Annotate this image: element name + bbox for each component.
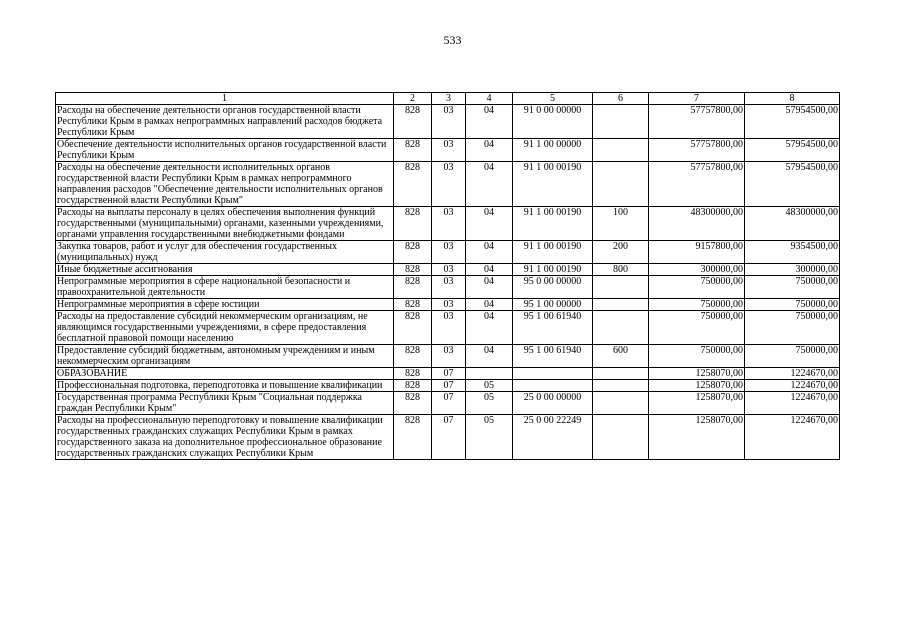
row-amount-1: 750000,00 [649, 276, 745, 299]
row-name: ОБРАЗОВАНИЕ [56, 368, 394, 380]
row-code-target: 95 0 00 00000 [513, 276, 593, 299]
row-code-target [513, 380, 593, 392]
row-code-ministry: 828 [394, 299, 432, 311]
row-amount-2: 300000,00 [745, 264, 840, 276]
row-code-ministry: 828 [394, 139, 432, 162]
row-code-ministry: 828 [394, 105, 432, 139]
row-code-target: 25 0 00 00000 [513, 392, 593, 415]
row-code-target: 95 1 00 00000 [513, 299, 593, 311]
row-code-expense-type [593, 105, 649, 139]
row-code-expense-type [593, 392, 649, 415]
table-row [56, 345, 840, 368]
row-amount-1: 1258070,00 [649, 368, 745, 380]
page-number: 533 [443, 33, 462, 47]
row-code-expense-type [593, 299, 649, 311]
row-code-section: 03 [432, 207, 466, 241]
row-name: Профессиональная подготовка, переподготовка и повышение квалификации [56, 380, 394, 392]
row-code-subsection: 04 [466, 264, 513, 276]
header-col-4: 4 [466, 93, 513, 105]
row-code-section: 07 [432, 392, 466, 415]
row-amount-1: 9157800,00 [649, 241, 745, 264]
row-code-subsection: 04 [466, 139, 513, 162]
row-code-section: 03 [432, 299, 466, 311]
row-code-target: 91 1 00 00190 [513, 207, 593, 241]
row-code-subsection [466, 368, 513, 380]
table-row [56, 299, 840, 311]
row-code-target [513, 368, 593, 380]
row-name: Предоставление субсидий бюджетным, автономным учреждениям и иным некоммерческим организациям [56, 345, 394, 368]
row-name: Закупка товаров, работ и услуг для обеспечения государственных (муниципальных) нужд [56, 241, 394, 264]
row-name: Расходы на обеспечение деятельности органов государственной власти Республики Крым в рамках непрограммных направлений расходов бюджета Республики Крым [56, 105, 394, 139]
row-code-ministry: 828 [394, 241, 432, 264]
row-name: Расходы на предоставление субсидий некоммерческим организациям, не являющимся государственными учреждениями, в сфере предоставления бесплатной правовой помощи населению [56, 311, 394, 345]
row-name: Расходы на профессиональную переподготовку и повышение квалификации государственных гражданских служащих Республики Крым в рамках государственного заказа на дополнительное профессиональное образование государственных гражданских служащих Республики Крым [56, 415, 394, 460]
header-col-3: 3 [432, 93, 466, 105]
row-code-subsection: 04 [466, 105, 513, 139]
row-code-ministry: 828 [394, 311, 432, 345]
row-amount-1: 300000,00 [649, 264, 745, 276]
row-amount-2: 57954500,00 [745, 139, 840, 162]
row-code-subsection: 04 [466, 207, 513, 241]
row-code-ministry: 828 [394, 392, 432, 415]
row-amount-2: 1224670,00 [745, 415, 840, 460]
row-code-ministry: 828 [394, 207, 432, 241]
row-code-target: 25 0 00 22249 [513, 415, 593, 460]
row-name: Расходы на обеспечение деятельности исполнительных органов государственной власти Республики Крым в рамках непрограммного направления расходов "Обеспечение деятельности исполнительных органов государственной власти Республики Крым" [56, 162, 394, 207]
row-amount-2: 48300000,00 [745, 207, 840, 241]
row-amount-1: 1258070,00 [649, 392, 745, 415]
row-code-expense-type [593, 380, 649, 392]
table-row [56, 380, 840, 392]
row-code-expense-type [593, 415, 649, 460]
row-amount-1: 750000,00 [649, 299, 745, 311]
row-amount-1: 57757800,00 [649, 139, 745, 162]
row-code-subsection: 04 [466, 311, 513, 345]
table-row [56, 207, 840, 241]
row-amount-2: 750000,00 [745, 276, 840, 299]
row-amount-2: 750000,00 [745, 345, 840, 368]
row-code-section: 03 [432, 345, 466, 368]
row-code-section: 03 [432, 105, 466, 139]
row-code-target: 91 1 00 00000 [513, 139, 593, 162]
row-code-ministry: 828 [394, 380, 432, 392]
row-code-expense-type: 800 [593, 264, 649, 276]
row-amount-1: 750000,00 [649, 345, 745, 368]
row-amount-1: 57757800,00 [649, 105, 745, 139]
row-amount-1: 57757800,00 [649, 162, 745, 207]
row-code-section: 07 [432, 380, 466, 392]
row-code-target: 95 1 00 61940 [513, 345, 593, 368]
header-col-6: 6 [593, 93, 649, 105]
row-code-section: 03 [432, 139, 466, 162]
row-code-expense-type [593, 276, 649, 299]
table-row [56, 276, 840, 299]
row-amount-1: 48300000,00 [649, 207, 745, 241]
table-row [56, 311, 840, 345]
table-row [56, 139, 840, 162]
row-amount-2: 750000,00 [745, 299, 840, 311]
row-code-subsection: 04 [466, 299, 513, 311]
table-row [56, 162, 840, 207]
row-code-expense-type: 200 [593, 241, 649, 264]
row-amount-2: 9354500,00 [745, 241, 840, 264]
row-code-expense-type [593, 311, 649, 345]
row-name: Расходы на выплаты персоналу в целях обеспечения выполнения функций государственными (муниципальными) органами, казенными учреждениями, органами управления государственными внебюджетными фондами [56, 207, 394, 241]
header-col-5: 5 [513, 93, 593, 105]
header-col-8: 8 [745, 93, 840, 105]
row-name: Непрограммные мероприятия в сфере национальной безопасности и правоохранительной деятельности [56, 276, 394, 299]
row-code-target: 95 1 00 61940 [513, 311, 593, 345]
row-code-ministry: 828 [394, 276, 432, 299]
row-amount-2: 750000,00 [745, 311, 840, 345]
row-code-section: 03 [432, 264, 466, 276]
row-code-subsection: 05 [466, 380, 513, 392]
row-code-ministry: 828 [394, 162, 432, 207]
row-code-ministry: 828 [394, 264, 432, 276]
table-row [56, 368, 840, 380]
row-amount-1: 1258070,00 [649, 380, 745, 392]
row-amount-2: 1224670,00 [745, 392, 840, 415]
row-code-subsection: 05 [466, 415, 513, 460]
header-col-2: 2 [394, 93, 432, 105]
row-amount-2: 1224670,00 [745, 368, 840, 380]
row-amount-2: 1224670,00 [745, 380, 840, 392]
row-code-section: 03 [432, 276, 466, 299]
table-row [56, 264, 840, 276]
row-code-ministry: 828 [394, 345, 432, 368]
row-amount-1: 750000,00 [649, 311, 745, 345]
header-col-1: 1 [56, 93, 394, 105]
row-code-section: 07 [432, 415, 466, 460]
row-code-subsection: 04 [466, 162, 513, 207]
row-code-expense-type [593, 368, 649, 380]
row-code-target: 91 1 00 00190 [513, 264, 593, 276]
row-code-section: 07 [432, 368, 466, 380]
table-row [56, 241, 840, 264]
table-row [56, 392, 840, 415]
row-code-expense-type: 600 [593, 345, 649, 368]
row-code-section: 03 [432, 241, 466, 264]
row-code-target: 91 1 00 00190 [513, 241, 593, 264]
row-name: Обеспечение деятельности исполнительных органов государственной власти Республики Крым [56, 139, 394, 162]
row-code-ministry: 828 [394, 368, 432, 380]
row-code-subsection: 04 [466, 276, 513, 299]
row-code-section: 03 [432, 311, 466, 345]
budget-table [55, 92, 840, 460]
row-name: Государственная программа Республики Крым "Социальная поддержка граждан Республики Крым" [56, 392, 394, 415]
row-name: Иные бюджетные ассигнования [56, 264, 394, 276]
row-code-subsection: 04 [466, 345, 513, 368]
row-code-target: 91 1 00 00190 [513, 162, 593, 207]
row-amount-1: 1258070,00 [649, 415, 745, 460]
row-code-subsection: 04 [466, 241, 513, 264]
row-code-expense-type: 100 [593, 207, 649, 241]
row-name: Непрограммные мероприятия в сфере юстиции [56, 299, 394, 311]
row-code-expense-type [593, 139, 649, 162]
table-row [56, 415, 840, 460]
row-code-expense-type [593, 162, 649, 207]
table-row [56, 105, 840, 139]
row-code-ministry: 828 [394, 415, 432, 460]
row-amount-2: 57954500,00 [745, 162, 840, 207]
row-amount-2: 57954500,00 [745, 105, 840, 139]
row-code-target: 91 0 00 00000 [513, 105, 593, 139]
row-code-subsection: 05 [466, 392, 513, 415]
row-code-section: 03 [432, 162, 466, 207]
header-row [56, 93, 840, 105]
header-col-7: 7 [649, 93, 745, 105]
